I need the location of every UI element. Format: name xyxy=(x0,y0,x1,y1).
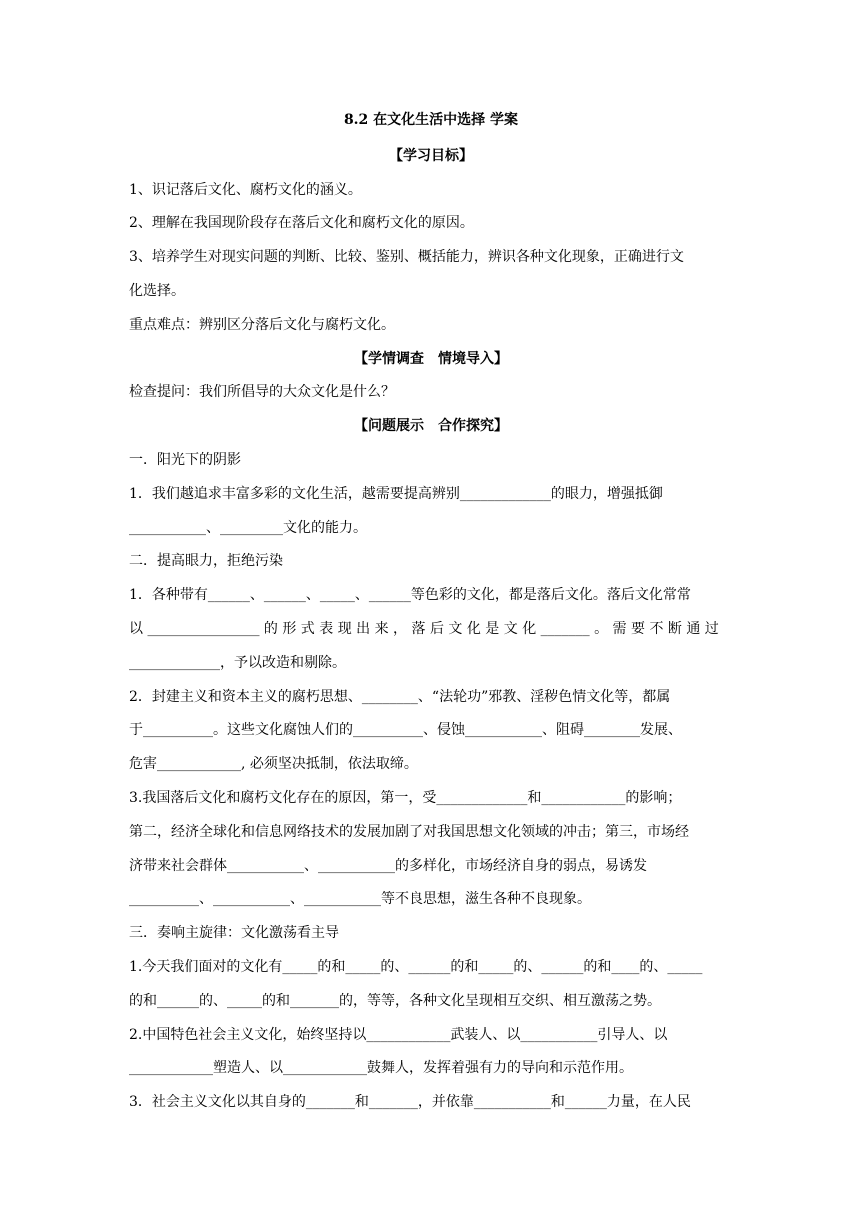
key-points: 重点难点：辨别区分落后文化与腐朽文化。 xyxy=(129,317,395,333)
part-1-heading: 一．阳光下的阴影 xyxy=(129,452,241,468)
part-2-question-3-line-4: __________、___________、___________等不良思想，滋生各种不良现象。 xyxy=(129,891,591,907)
part-2-question-3-line-2: 第二，经济全球化和信息网络技术的发展加剧了对我国思想文化领域的冲击；第三，市场经 xyxy=(129,824,689,840)
section-heading-objectives: 【学习目标】 xyxy=(389,148,473,164)
part-2-question-2-line-2: 于__________。这些文化腐蚀人们的__________、侵蚀___________、阻碍________发展、 xyxy=(129,722,682,738)
part-2-question-1-line-1: 1．各种带有______、______、_____、______等色彩的文化，都是落后文化。落后文化常常 xyxy=(129,587,691,603)
objective-1: 1、识记落后文化、腐朽文化的涵义。 xyxy=(129,182,362,198)
part-3-question-1-line-2: 的和______的、_____的和_______的，等等，各种文化呈现相互交织、相互激荡之势。 xyxy=(129,993,661,1009)
part-2-question-1-line-3: _____________，予以改造和剔除。 xyxy=(129,655,346,671)
objective-3-line-2: 化选择。 xyxy=(129,283,185,299)
part-2-question-2-line-3: 危害____________, 必须坚决抵制，依法取缔。 xyxy=(129,756,418,772)
part-3-question-2-line-1: 2.中国特色社会主义文化，始终坚持以____________武装人、以___________引导人、以 xyxy=(129,1027,668,1043)
part-2-question-1-line-2: 以 ________________ 的 形 式 表 现 出 来 ， 落 后 文 化 是 文 化 _______ 。 需 要 不 断 通 过 xyxy=(129,621,719,637)
part-3-question-3-line-1: 3．社会主义文化以其自身的_______和_______，并依靠___________和______力量，在人民 xyxy=(129,1094,691,1110)
part-3-question-2-line-2: ____________塑造人、以____________鼓舞人，发挥着强有力的导向和示范作用。 xyxy=(129,1060,633,1076)
section-heading-intro: 【学情调查 情境导入】 xyxy=(354,351,508,367)
part-3-heading: 三．奏响主旋律：文化激荡看主导 xyxy=(129,925,339,941)
part-2-question-3-line-1: 3.我国落后文化和腐朽文化存在的原因，第一，受_____________和____________的影响； xyxy=(129,790,682,806)
objective-2: 2、理解在我国现阶段存在落后文化和腐朽文化的原因。 xyxy=(129,215,474,231)
part-1-question-1-line-2: ___________、_________文化的能力。 xyxy=(129,520,367,536)
document-title: 8.2 在文化生活中选择 学案 xyxy=(343,112,519,128)
objective-3-line-1: 3、培养学生对现实问题的判断、比较、鉴别、概括能力，辨识各种文化现象，正确进行文 xyxy=(129,249,684,265)
part-2-question-3-line-3: 济带来社会群体___________、___________的多样化，市场经济自身的弱点，易诱发 xyxy=(129,858,647,874)
part-1-question-1-line-1: 1．我们越追求丰富多彩的文化生活，越需要提高辨别_____________的眼力，增强抵御 xyxy=(129,486,663,502)
intro-question: 检查提问：我们所倡导的大众文化是什么？ xyxy=(129,384,395,400)
part-3-question-1-line-1: 1.今天我们面对的文化有_____的和_____的、______的和_____的、______的和____的、_____ xyxy=(129,959,703,975)
part-2-question-2-line-1: 2．封建主义和资本主义的腐朽思想、________、“法轮功”邪教、淫秽色情文化等，都属 xyxy=(129,689,671,705)
section-heading-explore: 【问题展示 合作探究】 xyxy=(354,418,508,434)
part-2-heading: 二．提高眼力，拒绝污染 xyxy=(129,553,283,569)
